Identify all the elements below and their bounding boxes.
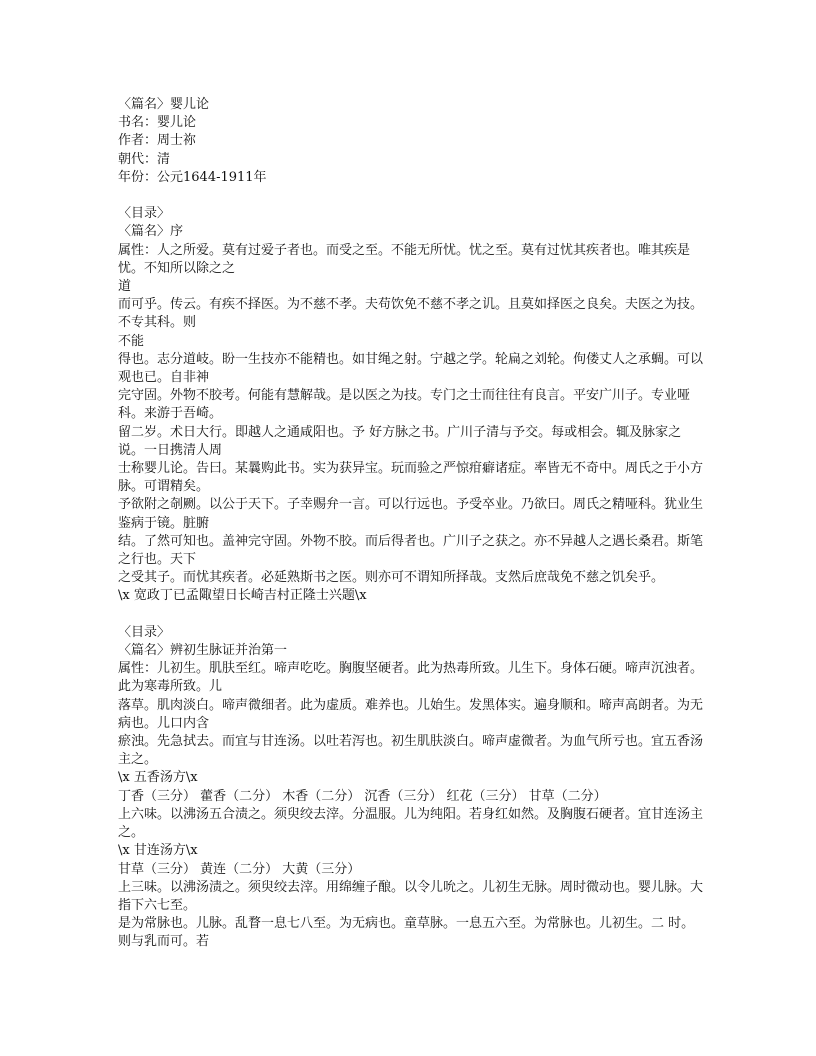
ingredients-line: 甘草（三分） 黄连（二分） 大黄（三分） bbox=[118, 861, 361, 877]
book-name: 书名：婴儿论 bbox=[118, 115, 197, 131]
text-line: 结。了然可知也。盖神完守固。外物不胶。而后得者也。广川子之获之。亦不异越人之遇长桑君。斯笔之行也。天下 bbox=[118, 533, 704, 568]
text-line: 而可乎。传云。有疾不择医。为不慈不孝。夫苟饮免不慈不孝之讥。且莫如择医之良矣。夫医之为技。不专其科。则 bbox=[118, 297, 704, 331]
text-line: 是为常脉也。儿脉。乱瞀一息七八至。为无病也。童草脉。一息五六至。为常脉也。儿初生。二 时。则与乳而可。若 bbox=[118, 916, 695, 950]
spacer bbox=[118, 187, 704, 205]
text-line: 之受其子。而忧其疾者。必延熟斯书之医。则亦可不谓知所择哉。支然后庶哉免不慈之饥矣乎。 bbox=[118, 570, 665, 586]
toc-marker: 〈目录〉 bbox=[118, 624, 171, 640]
section-title: 〈篇名〉序 bbox=[118, 224, 184, 240]
signature-line: \x 宽政丁已孟陬望日长崎吉村正隆士兴题\x bbox=[118, 588, 367, 604]
text-line: 留二岁。术日大行。即越人之通咸阳也。予 好方脉之书。广川子清与予交。每或相会。辄及脉家之说。一日携清人周 bbox=[118, 424, 682, 458]
ingredients-line: 丁香（三分） 藿香（二分） 木香（二分） 沉香（三分） 红花（三分） 甘草（二分） bbox=[118, 788, 607, 804]
text-line: 上六味。以沸汤五合渍之。须臾绞去滓。分温服。儿为纯阳。若身红如然。及胸腹石硬者。宜甘连汤主之。 bbox=[118, 806, 704, 841]
document-page bbox=[118, 96, 704, 952]
text-line: 得也。志分道岐。盼一生技亦不能精也。如甘绳之射。宁越之学。轮扁之刘轮。佝偻丈人之承蜩。可以观也已。自非神 bbox=[118, 351, 704, 386]
text-line: 道 bbox=[118, 279, 132, 295]
spacer bbox=[118, 606, 704, 624]
text-line: 上三味。以沸汤渍之。须臾绞去滓。用绵缠子酿。以令儿吮之。儿初生无脉。周时微动也。婴儿脉。大指下六七至。 bbox=[118, 879, 704, 913]
text-line: 士称婴儿论。告曰。某曩购此书。实为获异宝。玩而验之严惊疳癖诸症。率皆无不奇中。周氏之于小方脉。可谓精矣。 bbox=[118, 461, 704, 495]
text-line: 落草。肌肉淡白。啼声微细者。此为虚质。难养也。儿始生。发黑体实。遍身顺和。啼声高朗者。为无病也。儿口内含 bbox=[118, 697, 704, 731]
doc-title: 〈篇名〉婴儿论 bbox=[118, 97, 210, 112]
formula-title: \x 甘连汤方\x bbox=[118, 843, 198, 859]
formula-title: \x 五香汤方\x bbox=[118, 770, 198, 786]
dynasty: 朝代：清 bbox=[118, 151, 171, 167]
section-title: 〈篇名〉辨初生脉证并治第一 bbox=[118, 643, 288, 659]
text-line: 属性：人之所爱。莫有过爱子者也。而受之至。不能无所忧。忧之至。莫有过忧其疾者也。唯其疾是忧。不知所以除之之 bbox=[118, 242, 691, 276]
text-line: 属性：儿初生。肌肤至红。啼声吃吃。胸腹坚硬者。此为热毒所致。儿生下。身体石硬。啼声沉浊者。此为寒毒所致。儿 bbox=[118, 661, 704, 695]
text-line: 瘀浊。先急拭去。而宜与甘连汤。以吐若泻也。初生肌肤淡白。啼声虚微者。为血气所亏也。宜五香汤主之。 bbox=[118, 734, 704, 768]
section-chapter-one bbox=[118, 624, 704, 952]
text-line: 完守固。外物不胶考。何能有慧解哉。是以医之为技。专门之士而往往有良言。平安广川子。专业哑科。来游于吾崎。 bbox=[118, 388, 691, 422]
text-line: 不能 bbox=[118, 333, 145, 349]
section-preface bbox=[118, 205, 704, 605]
year: 年份：公元1644-1911年 bbox=[118, 169, 267, 185]
text-line: 予欲附之剞劂。以公于天下。子幸赐弁一言。可以行远也。予受卒业。乃欲曰。周氏之精哑科。犹业生鉴病于镜。脏腑 bbox=[118, 497, 704, 531]
author: 作者：周士祢 bbox=[118, 133, 197, 149]
toc-marker: 〈目录〉 bbox=[118, 206, 171, 222]
